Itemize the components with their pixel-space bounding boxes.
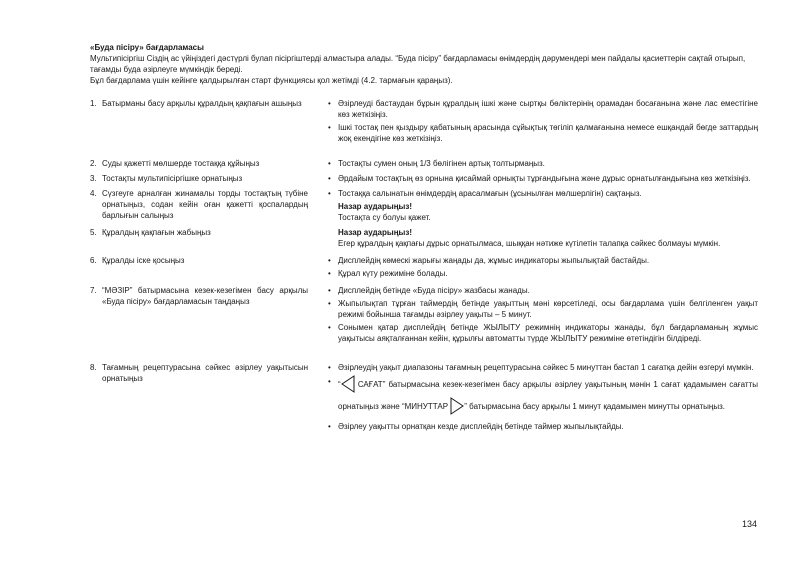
- step-action: Батырманы басу арқылы құралдың қақпағын ашыңыз: [102, 99, 302, 108]
- step-notes: [328, 362, 758, 434]
- step-action: Суды қажетті мөлшерде тостаққа құйыңыз: [102, 159, 260, 168]
- section-title: «Буда пісіру» бағдарламасы: [90, 43, 204, 52]
- intro-paragraph: Мультипісіргіш Сіздің ас үйіңіздегі дәстүрлі булап пісіргіштерді алмастыра алады. “Буда пісіру” бағдарламасы өнімдердің дәрумендері мен пайдалы қасиеттерін сақтай отырып, тағамды буда әзірлеуге мүмкіндік береді.: [90, 54, 746, 74]
- step-notes: [328, 285, 758, 346]
- step-number: 7.: [90, 286, 97, 295]
- steps-table: [90, 98, 758, 434]
- step-number: 1.: [90, 99, 97, 108]
- warning-title: Назар аударыңыз!: [338, 202, 413, 211]
- step-action: Тостақты мультипісіргішке орнатыңыз: [102, 174, 243, 183]
- step-notes: [328, 158, 758, 171]
- step-notes: [328, 98, 758, 146]
- step-number: 6.: [90, 256, 97, 265]
- note-item: • Жыпылықтап тұрған таймердің бетінде уақыттың мәні көрсетіледі, осы бағдарлама үшін белгіленген уақыт режимі бойынша тағамды әзірлеу уақыты – 5 минут.: [328, 298, 758, 320]
- step-row: [90, 255, 758, 281]
- minute-button-text: ” батырмасына басу арқылы 1 минут қадамымен минутты орнатыңыз.: [464, 402, 725, 411]
- step-row: [90, 227, 758, 249]
- note-item: • Әзірлеу уақытты орнатқан кезде дисплейдің бетінде таймер жыпылықтайды.: [328, 421, 758, 432]
- page-number: 134: [742, 519, 758, 529]
- step-number: 5.: [90, 228, 97, 237]
- note-item: • Ішкі тостақ пен қыздыру қабатының арасында сұйықтық төгіліп қалмағанына немесе ешқандай бөгде заттардың жоқ екендігіне көз жеткізіңіз.: [328, 122, 758, 144]
- step-notes: [328, 188, 758, 223]
- step-row: [90, 173, 758, 186]
- step-action: Тағамның рецептурасына сәйкес әзірлеу уақытысын орнатыңыз: [102, 363, 308, 383]
- note-item: • Құрал күту режиміне болады.: [328, 268, 758, 279]
- step-notes: [328, 227, 758, 249]
- warning-text: Егер құралдың қақпағы дұрыс орнатылмаса, шыққан нәтиже күтілетін талапқа сәйкес болмауы мүмкін.: [338, 239, 721, 248]
- step-action: Сүзгеуге арналған жинамалы торды тостақтың түбіне орнатыңыз, содан кейін оған қажетті қоспалардың барлығын салыңыз: [102, 189, 308, 220]
- hour-button-text: САҒАТ” батырмасына кезек-кезегімен басу арқылы әзірлеу уақытының мәнін 1 сағат қадамымен сағатты орнатыңыз және “МИНУТТАР: [338, 380, 758, 411]
- intro-paragraph: Бұл бағдарлама үшін кейінге қалдырылған старт функциясы қол жетімді (4.2. тармағын қараңыз).: [90, 76, 453, 85]
- note-item: • Тостақты сумен оның 1/3 бөлігінен артық толтырмаңыз.: [328, 158, 758, 169]
- step-row: [90, 285, 758, 346]
- step-notes: [328, 255, 758, 281]
- step-row: [90, 98, 758, 146]
- step-row: [90, 362, 758, 434]
- instruction-page: [90, 42, 758, 440]
- intro: [90, 53, 758, 86]
- note-item: • Дисплейдің көмескі жарығы жаңады да, жұмыс индикаторы жыпылықтай бастайды.: [328, 255, 758, 266]
- step-number: 8.: [90, 363, 97, 372]
- note-item: • Дисплейдің бетінде «Буда пісіру» жазбасы жанады.: [328, 285, 758, 296]
- note-item: • Әзірлеуді бастаудан бұрын құралдың ішкі және сыртқы бөліктерінің орамадан босағанына және лас еместігіне көз жеткізіңіз.: [328, 98, 758, 120]
- note-item-buttons: [328, 375, 758, 419]
- step-action: “МӘЗІР” батырмасына кезек-кезегімен басу арқылы «Буда пісіру» бағдарламасын таңдаңыз: [102, 286, 308, 306]
- note-item: • Тостаққа салынатын өнімдердің арасалмағын (ұсынылған мөлшерлігін) сақтаңыз.: [328, 188, 758, 199]
- triangle-right-icon: [450, 397, 464, 419]
- note-item: • Әзірлеудің уақыт диапазоны тағамның рецептурасына сәйкес 5 минуттан бастап 1 сағатқа дейін өзгеруі мүмкін.: [328, 362, 758, 373]
- step-row: [90, 188, 758, 223]
- step-number: 4.: [90, 189, 97, 198]
- step-row: [90, 158, 758, 171]
- step-number: 3.: [90, 174, 97, 183]
- note-item: • Сонымен қатар дисплейдің бетінде ЖЫЛЫТУ режимнің индикаторы жанады, бұл бағдарламаның жұмыс уақытысы аяқталғаннан кейін, құрылғы автоматты түрде ЖЫЛЫТУ режиміне өтетіндігін білдіреді.: [328, 322, 758, 344]
- step-number: 2.: [90, 159, 97, 168]
- note-item: • Әрдайым тостақтың өз орнына қисаймай орнықты тұрғандығына және дұрыс орнатылғандығына көз жеткізіңіз.: [328, 173, 758, 184]
- step-action: Құралдың қақпағын жабыңыз: [102, 228, 211, 237]
- quote-open: “: [338, 380, 341, 389]
- warning-text: Тостақта су болуы қажет.: [338, 213, 431, 222]
- step-notes: [328, 173, 758, 186]
- warning-title: Назар аударыңыз!: [338, 228, 413, 237]
- triangle-left-icon: [341, 375, 355, 397]
- step-action: Құралды іске қосыңыз: [102, 256, 185, 265]
